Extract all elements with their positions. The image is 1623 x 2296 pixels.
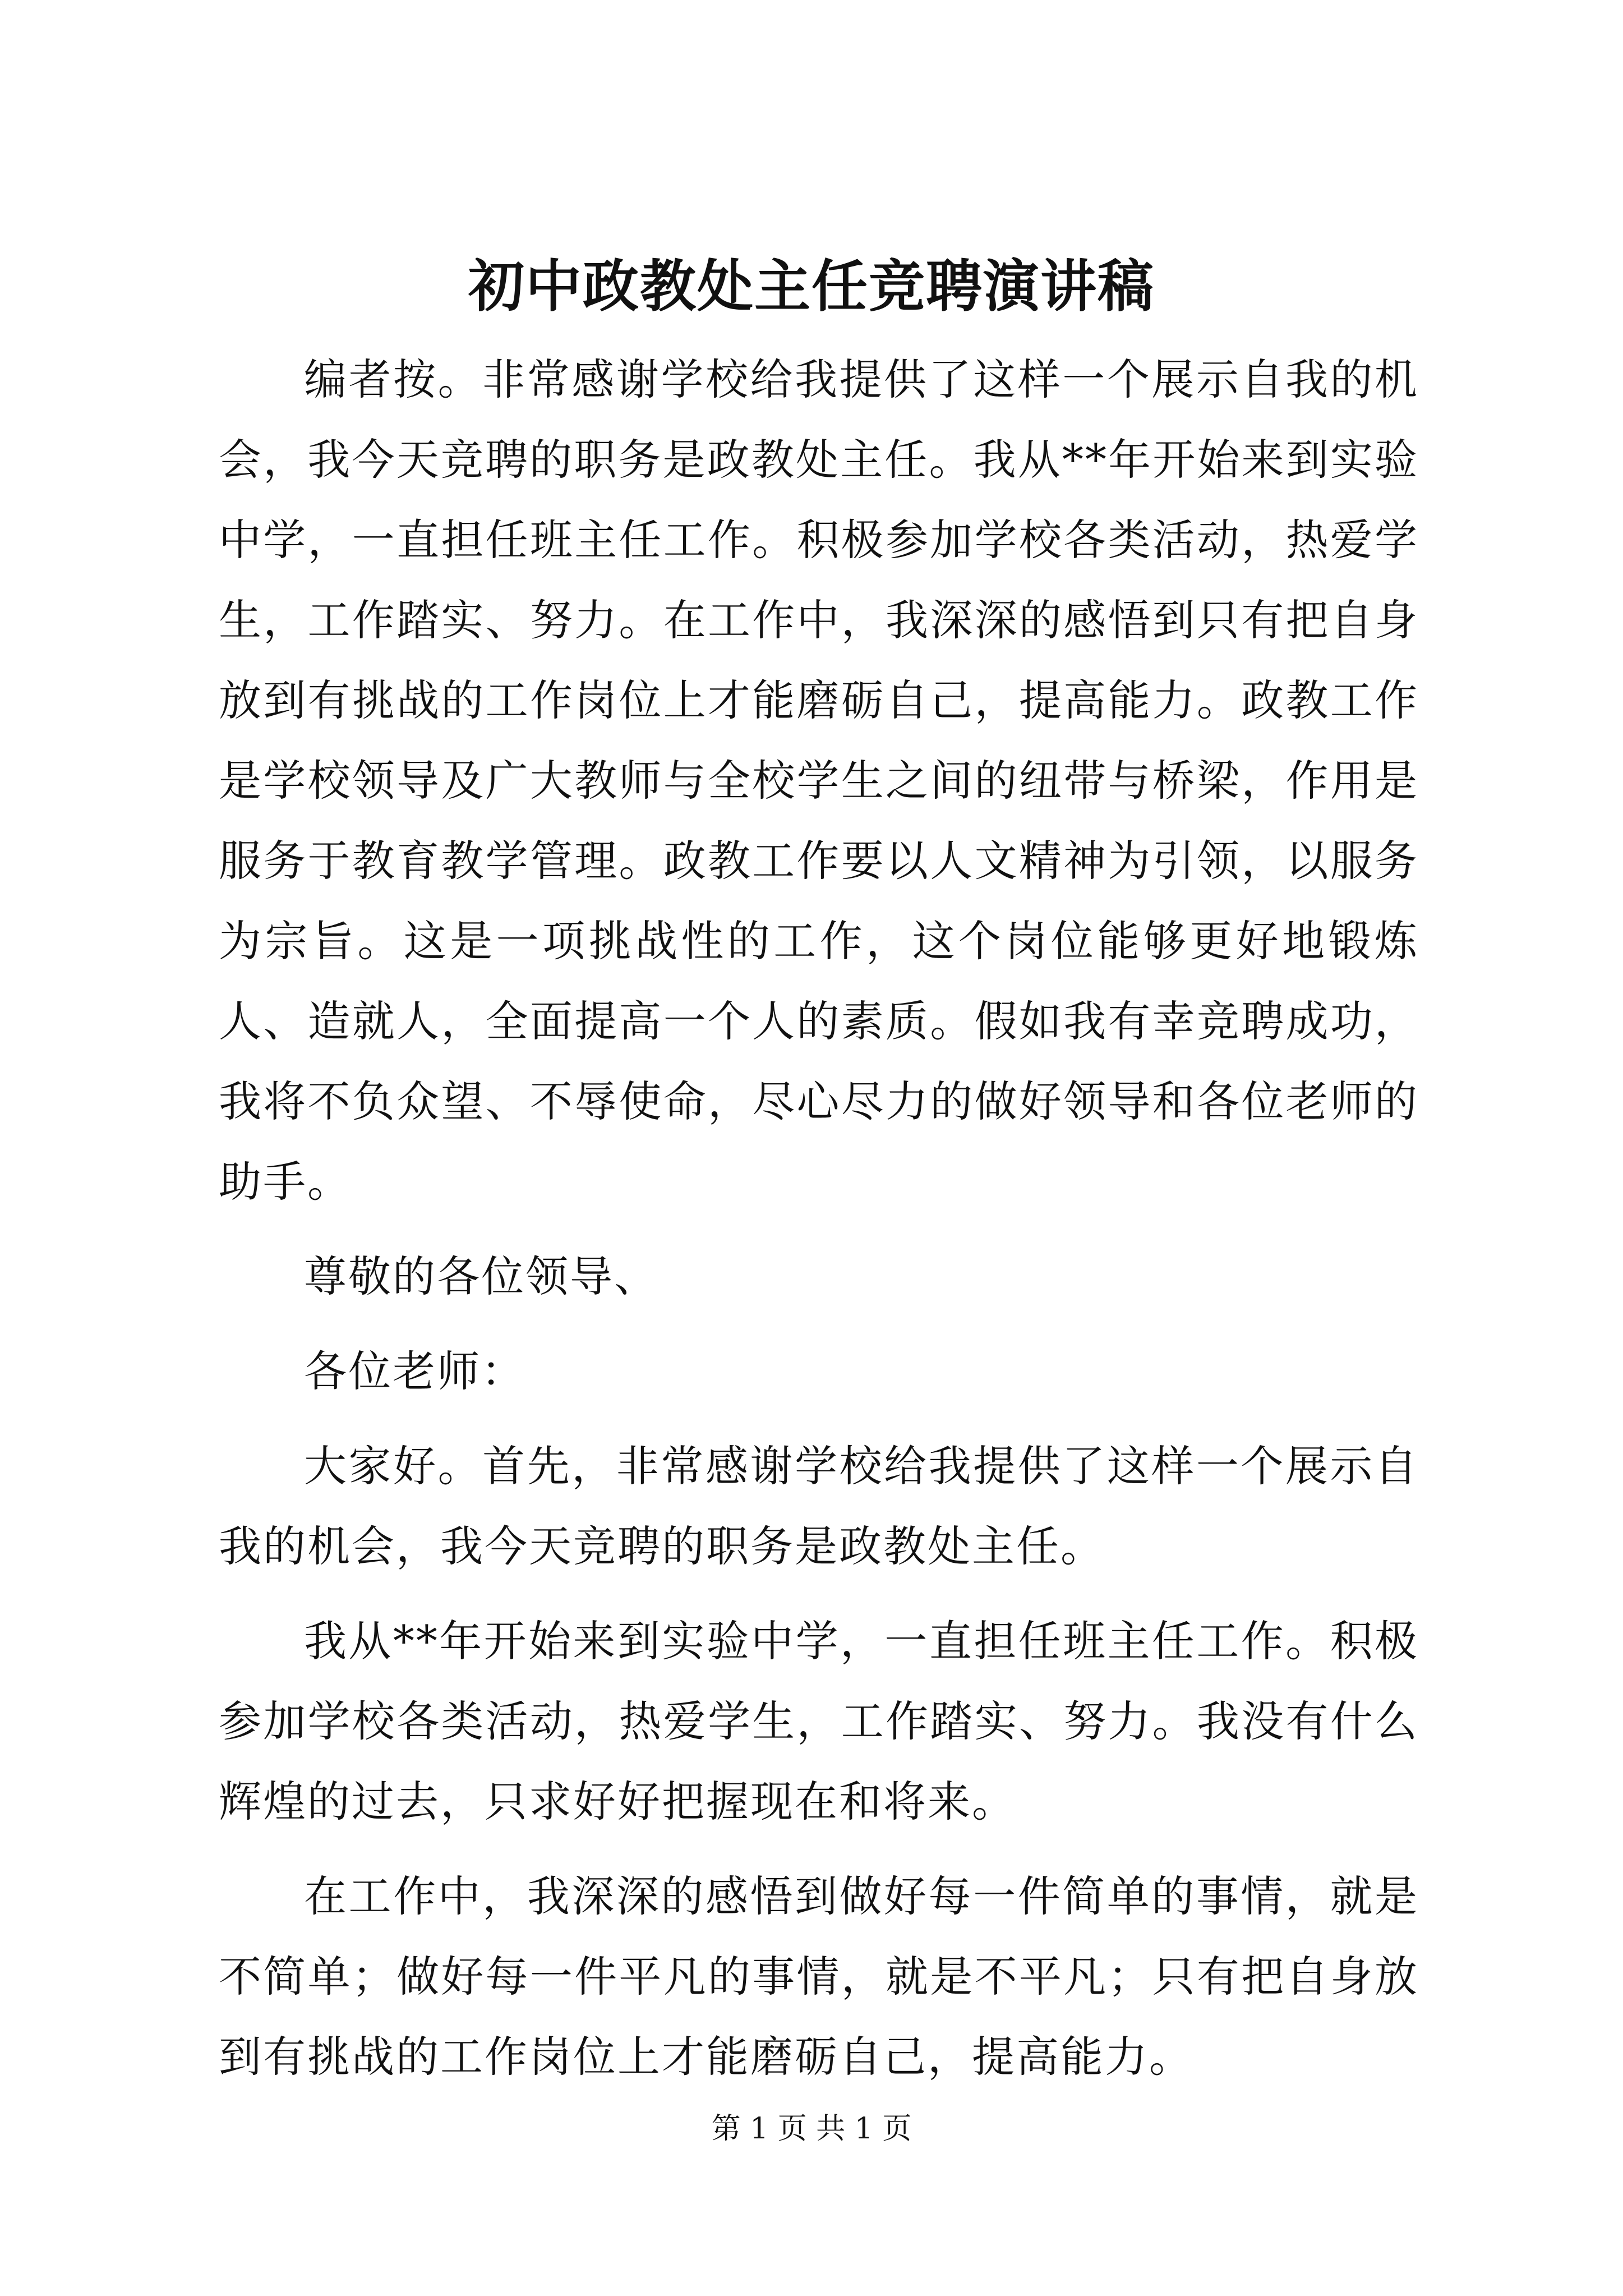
paragraph-background: 我从**年开始来到实验中学，一直担任班主任工作。积极参加学校各类活动，热爱学生，工作踏实、努力。我没有什么辉煌的过去，只求好好把握现在和将来。 bbox=[219, 1616, 1419, 1826]
document-title: 初中政教处主任竞聘演讲稿 bbox=[468, 253, 1155, 319]
paragraph-reflection: 在工作中，我深深的感悟到做好每一件简单的事情，就是不简单；做好每一件平凡的事情，就是不平凡；只有把自身放到有挑战的工作岗位上才能磨砺自己，提高能力。 bbox=[219, 1871, 1419, 2082]
document-body bbox=[219, 339, 1419, 2111]
paragraph-greeting-leaders: 尊敬的各位领导、 bbox=[304, 1251, 658, 1301]
paragraph-opening: 大家好。首先，非常感谢学校给我提供了这样一个展示自我的机会，我今天竞聘的职务是政教处主任。 bbox=[219, 1441, 1419, 1571]
page-footer: 第 1 页 共 1 页 bbox=[711, 2112, 912, 2146]
paragraph-greeting-teachers: 各位老师： bbox=[304, 1346, 525, 1396]
paragraph-editor-note: 编者按。非常感谢学校给我提供了这样一个展示自我的机会，我今天竞聘的职务是政教处主任。我从**年开始来到实验中学，一直担任班主任工作。积极参加学校各类活动，热爱学生，工作踏实、努力。在工作中，我深深的感悟到只有把自身放到有挑战的工作岗位上才能磨砺自己，提高能力。政教工作是学校领导及广大教师与全校学生之间的纽带与桥梁，作用是服务于教育教学管理。政教工作要以人文精神为引领，以服务为宗旨。这是一项挑战性的工作，这个岗位能够更好地锻炼人、造就人，全面提高一个人的素质。假如我有幸竞聘成功，我将不负众望、不辱使命，尽心尽力的做好领导和各位老师的助手。 bbox=[219, 355, 1419, 1207]
